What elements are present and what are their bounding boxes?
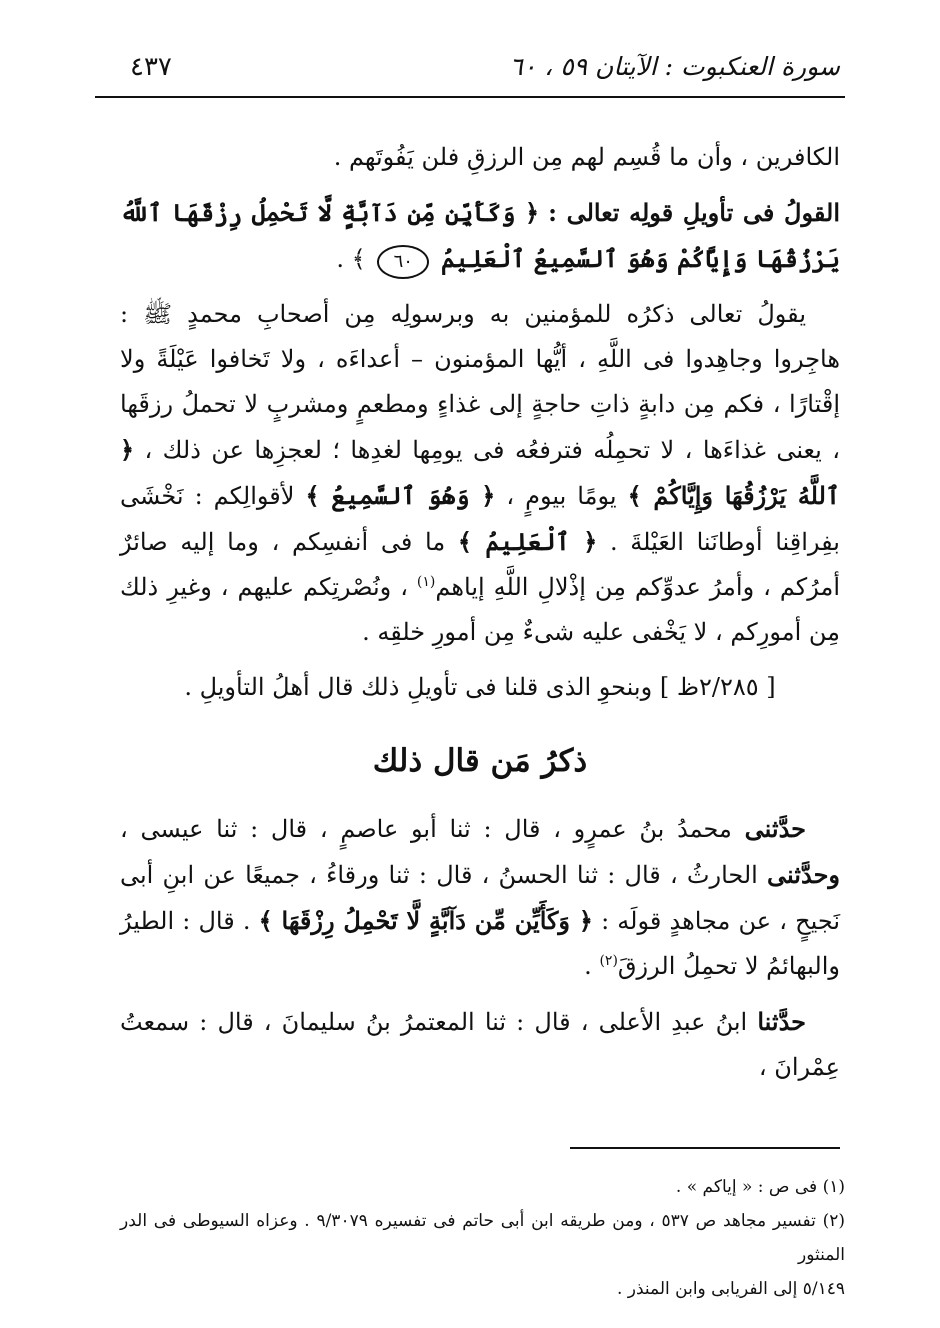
verse-close: ﴾ .: [336, 245, 366, 273]
footnote-ref-2[interactable]: (٢): [599, 953, 618, 969]
paragraph-commentary: [120, 292, 840, 655]
page-number: ٤٣٧: [130, 52, 172, 82]
quran-quote-2: ﴿ وَهُوَ ٱلسَّمِيعُ ﴾: [305, 481, 496, 510]
commentary-text-c: لأقوالِكم : نَخْشَى بفِراقِنا أوطانَنا العَيْلةَ .: [120, 482, 840, 556]
commentary-text-b: يومًا بيومٍ ،: [506, 482, 617, 510]
narration-end: .: [584, 952, 592, 980]
footnote-ref-1[interactable]: (١): [416, 574, 436, 590]
header-rule: [95, 96, 845, 98]
running-title: سورة العنكبوت : الآيتان ٥٩ ، ٦٠: [509, 52, 840, 81]
narration-text-b: الحارثُ ، قال : ثنا الحسنُ ، قال : ثنا ورقاءُ ، جميعًا عن ابنِ أبى نَجيحٍ ، عن مجاهدٍ قولَه :: [120, 861, 841, 935]
verse-heading-lead: القولُ فى تأويلِ قولِه تعالى :: [548, 198, 840, 227]
paragraph-narration-2: [120, 999, 840, 1090]
footnote-rule: [570, 1147, 840, 1149]
footnote-1: (١) فى ص : « إياكم » .: [675, 1177, 845, 1197]
footnote-2-continuation: ٥/١٤٩ إلى الفريابى وابن المنذر .: [616, 1279, 845, 1299]
quran-verse-60: ﴿ وَكَأَيِّن مِّن دَآبَّةٍ لَّا تَحْمِلُ رِزْقَهَا ٱللَّهُ يَرْزُقُهَا وَإِيَّاكُمْ وَهُوَ ٱلسَّمِيعُ ٱلْعَلِيمُ: [120, 198, 840, 273]
commentary-text-a: يقولُ تعالى ذكرُه للمؤمنين به وبرسولِه مِن أصحابِ محمدٍ ﷺ : هاجِروا وجاهِدوا فى اللَّهِ ، أيُّها المؤمنون – أعداءَه ، ولا تَخافوا عَيْلَةً ولا إقْتارًا ، فكم مِن دابةٍ ذاتِ حاجةٍ إلى غذاءٍ ومطعمٍ ومشربٍ لا تحملُ رزقَها ، يعنى غذاءَها ، لا تحمِلُه فترفعُه فى يومِها لغدِها ؛ لعجزِها عن ذلك ،: [120, 300, 841, 464]
quran-quote-3: ﴿ ٱلْعَلِيمُ ﴾: [457, 527, 598, 556]
paragraph-1-text: الكافرين ، وأن ما قُسِم لهم مِن الرزقِ فلن يَفُوتَهم .: [333, 143, 840, 171]
quran-quote-4: ﴿ وَكَأَيِّن مِّن دَآبَّةٍ لَّا تَحْمِلُ رِزْقَهَا ﴾: [258, 906, 593, 935]
narration-text-a: محمدُ بنُ عمرٍو ، قال : ثنا أبو عاصمٍ ، قال : ثنا عيسى ،: [120, 815, 732, 843]
narration-text-c: . قال : الطيرُ والبهائمُ لا تحمِلُ الرزقَ: [120, 907, 840, 980]
paragraph-verse-heading: [120, 190, 840, 282]
narration-lead-3: حدَّثنا: [757, 1007, 806, 1036]
footnotes: [120, 1170, 845, 1306]
narration-text-d: ابنُ عبدِ الأعلى ، قال : ثنا المعتمرُ بنُ سليمانَ ، قال : سمعتُ عِمْرانَ ،: [120, 1008, 840, 1081]
quran-quote-1: ﴿ ٱللَّهُ يَرْزُقُهَا وَإِيَّاكُمْ ﴾: [120, 435, 841, 510]
paragraph-marker-line: [120, 665, 840, 710]
paragraph-1: [120, 135, 840, 180]
body-text: [120, 135, 840, 1100]
running-head: [130, 52, 840, 92]
footnote-2: (٢) تفسير مجاهد ص ٥٣٧ ، ومن طريقه ابن أبى حاتم فى تفسيره ٩/٣٠٧٩ . وعزاه السيوطى فى الدر المنثور: [120, 1211, 845, 1265]
narration-lead-1: حدَّثنى: [744, 814, 806, 843]
manuscript-marker: [ ٢/٢٨٥ظ ]: [659, 673, 776, 701]
commentary-text-d: ما فى أنفسِكم ، وما إليه صائرٌ أمرُكم ، وأمرُ عدوِّكم مِن إذْلالِ اللَّهِ إياهم: [120, 528, 840, 601]
narration-lead-2: وحدَّثنى: [767, 860, 840, 889]
paragraph-narration-1: [120, 806, 840, 989]
marker-line-text: وبنحوِ الذى قلنا فى تأويلِ ذلك قال أهلُ التأويلِ .: [184, 673, 653, 701]
ayah-number-marker: ٦٠: [377, 245, 429, 279]
section-heading: ذكرُ مَن قال ذلك: [372, 743, 588, 779]
commentary-text-e: ، ونُصْرتِكم عليهم ، وغيرِ ذلك مِن أمورِكم ، لا يَخْفى عليه شىءٌ مِن أمورِ خلقِه .: [120, 573, 840, 646]
